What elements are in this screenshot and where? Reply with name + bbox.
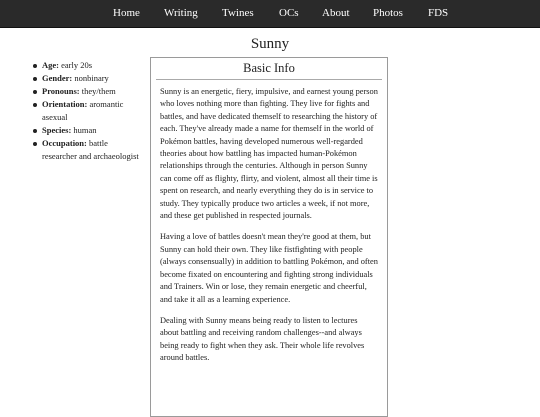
character-facts-list [30,59,142,163]
nav-link-about[interactable]: About [322,7,350,19]
basic-info-body [151,80,387,365]
info-paragraph-1: Sunny is an energetic, fiery, impulsive, and earnest young person who loves nothing more than fighting. They live for fights and battles, and have dedicated themself to researching the history of each. They've already made a name for themself in the world of Pokémon battles, having developed numerous well-regarded theories about how battling has impacted human-Pokémon relationships through the centuries. Although in person Sunny can come off as flighty, flirty, and violent, almost all their time is spent on research, and nearly everything they do is in service to study. They typically produce two articles a week, if not more, and these get published in respected journals. [160,87,378,221]
fact-age-label: Age: [42,60,59,70]
fact-gender-label: Gender: [42,73,73,83]
nav-link-writing[interactable]: Writing [164,7,198,19]
fact-gender-value: nonbinary [74,73,109,83]
fact-orientation-value: aromantic asexual [42,99,124,122]
info-paragraph-2: Having a love of battles doesn't mean they're good at them, but Sunny can hold their own. They like fistfighting with people (always consensually) in addition to battling Pokémon, and often become fixated on encountering and fighting strong individuals and Trainers. Win or lose, they remain energetic and cheerful, and take it all as a learning experience. [160,232,378,304]
fact-orientation [42,98,142,124]
fact-occupation-label: Occupation: [42,138,87,148]
fact-gender [42,72,142,85]
fact-orientation-label: Orientation: [42,99,88,109]
nav-link-fds[interactable]: FDS [428,7,449,19]
fact-pronouns [42,85,142,98]
fact-pronouns-value: they/them [81,86,116,96]
fact-species [42,124,142,137]
fact-occupation-value: battle researcher and archaeologist [42,138,139,161]
nav-link-home[interactable]: Home [113,7,140,19]
fact-occupation [42,137,142,163]
nav-link-photos[interactable]: Photos [373,7,403,19]
info-paragraph-3: Dealing with Sunny means being ready to listen to lectures about battling and receiving random challenges--and always being ready to fight when they ask. Their whole life revolves around battles. [160,315,365,363]
top-navigation-bar [0,0,540,28]
fact-age [42,59,142,72]
nav-link-ocs[interactable]: OCs [279,7,299,19]
page-title: Sunny [250,36,290,52]
character-facts-sidebar [30,59,142,163]
nav-link-twines[interactable]: Twines [222,7,254,19]
basic-info-box [150,57,388,417]
basic-info-heading: Basic Info [243,61,295,75]
fact-species-value: human [73,125,97,135]
fact-species-label: Species: [42,125,72,135]
fact-age-value: early 20s [61,60,93,70]
fact-pronouns-label: Pronouns: [42,86,80,96]
